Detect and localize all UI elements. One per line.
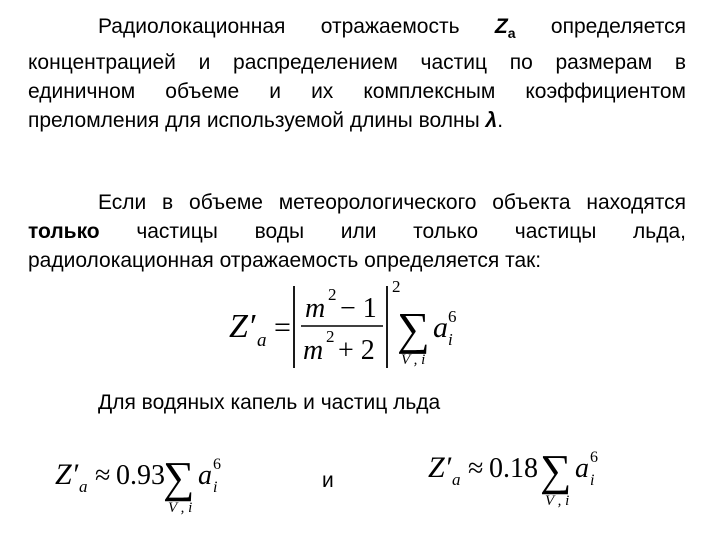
fw-lhs: Z′ — [55, 458, 79, 491]
fm-lhs: Z′ — [229, 308, 256, 345]
fm-num-exp: 2 — [328, 285, 337, 304]
fw-term: a — [198, 460, 212, 491]
p2-text-before: Если в объеме метеорологического объекта находятся — [98, 191, 686, 214]
fm-term-sub: i — [448, 330, 453, 349]
paragraph-reflectivity-definition — [28, 12, 686, 135]
fm-term-exp: 6 — [448, 307, 457, 326]
formula-ice — [428, 445, 628, 515]
fw-term-sub: i — [213, 479, 218, 496]
formula-main — [225, 277, 465, 372]
fi-sum: ∑ — [540, 446, 572, 495]
fm-lhs-sub: a — [257, 330, 267, 351]
fi-approx: ≈ — [468, 453, 484, 484]
fm-sum-sub: V , i — [401, 352, 426, 368]
p2-bold-only: только — [28, 220, 100, 243]
fm-num-base: m — [305, 293, 326, 324]
fw-lhs-sub: a — [79, 477, 88, 496]
fw-term-exp: 6 — [213, 456, 221, 473]
and-word: и — [322, 469, 334, 492]
fm-num-rest: − 1 — [340, 293, 377, 324]
caption-water-ice: Для водяных капель и частиц льда — [98, 391, 441, 414]
fw-sum: ∑ — [163, 453, 195, 502]
fm-sum: ∑ — [397, 303, 430, 354]
paragraph-water-or-ice — [28, 188, 686, 275]
p1-text-before: Радиолокационная отражаемость — [98, 15, 495, 38]
p2-text-after: частицы воды или только частицы льда, радиолокационная отражаемость определяется так: — [28, 220, 686, 272]
fm-term: a — [433, 311, 448, 344]
fi-lhs: Z′ — [428, 451, 452, 484]
p1-text-after: определяется концентрацией и распределением частиц по размерам в единичном объеме и их комплексным коэффициентом преломления для используемой длины волны — [28, 15, 686, 133]
fi-sum-sub: V , i — [545, 493, 570, 509]
fi-lhs-sub: a — [452, 470, 461, 489]
fm-outer-exp: 2 — [392, 277, 401, 296]
fm-den-base: m — [303, 335, 324, 366]
formula-water — [55, 452, 255, 522]
fi-term-exp: 6 — [590, 449, 598, 466]
fm-den-exp: 2 — [326, 327, 335, 346]
fi-coef: 0.18 — [489, 453, 538, 484]
p1-symbol-z: $Z_a$ — [494, 15, 516, 42]
fw-approx: ≈ — [95, 460, 111, 491]
fw-sum-sub: V , i — [168, 500, 193, 516]
fw-coef: 0.93 — [116, 460, 165, 491]
fm-den-rest: + 2 — [338, 335, 375, 366]
fm-equals: = — [274, 311, 291, 344]
p1-lambda: λ — [485, 109, 498, 133]
fi-term-sub: i — [590, 472, 595, 489]
p1-end: . — [497, 109, 504, 133]
fi-term: a — [575, 453, 589, 484]
